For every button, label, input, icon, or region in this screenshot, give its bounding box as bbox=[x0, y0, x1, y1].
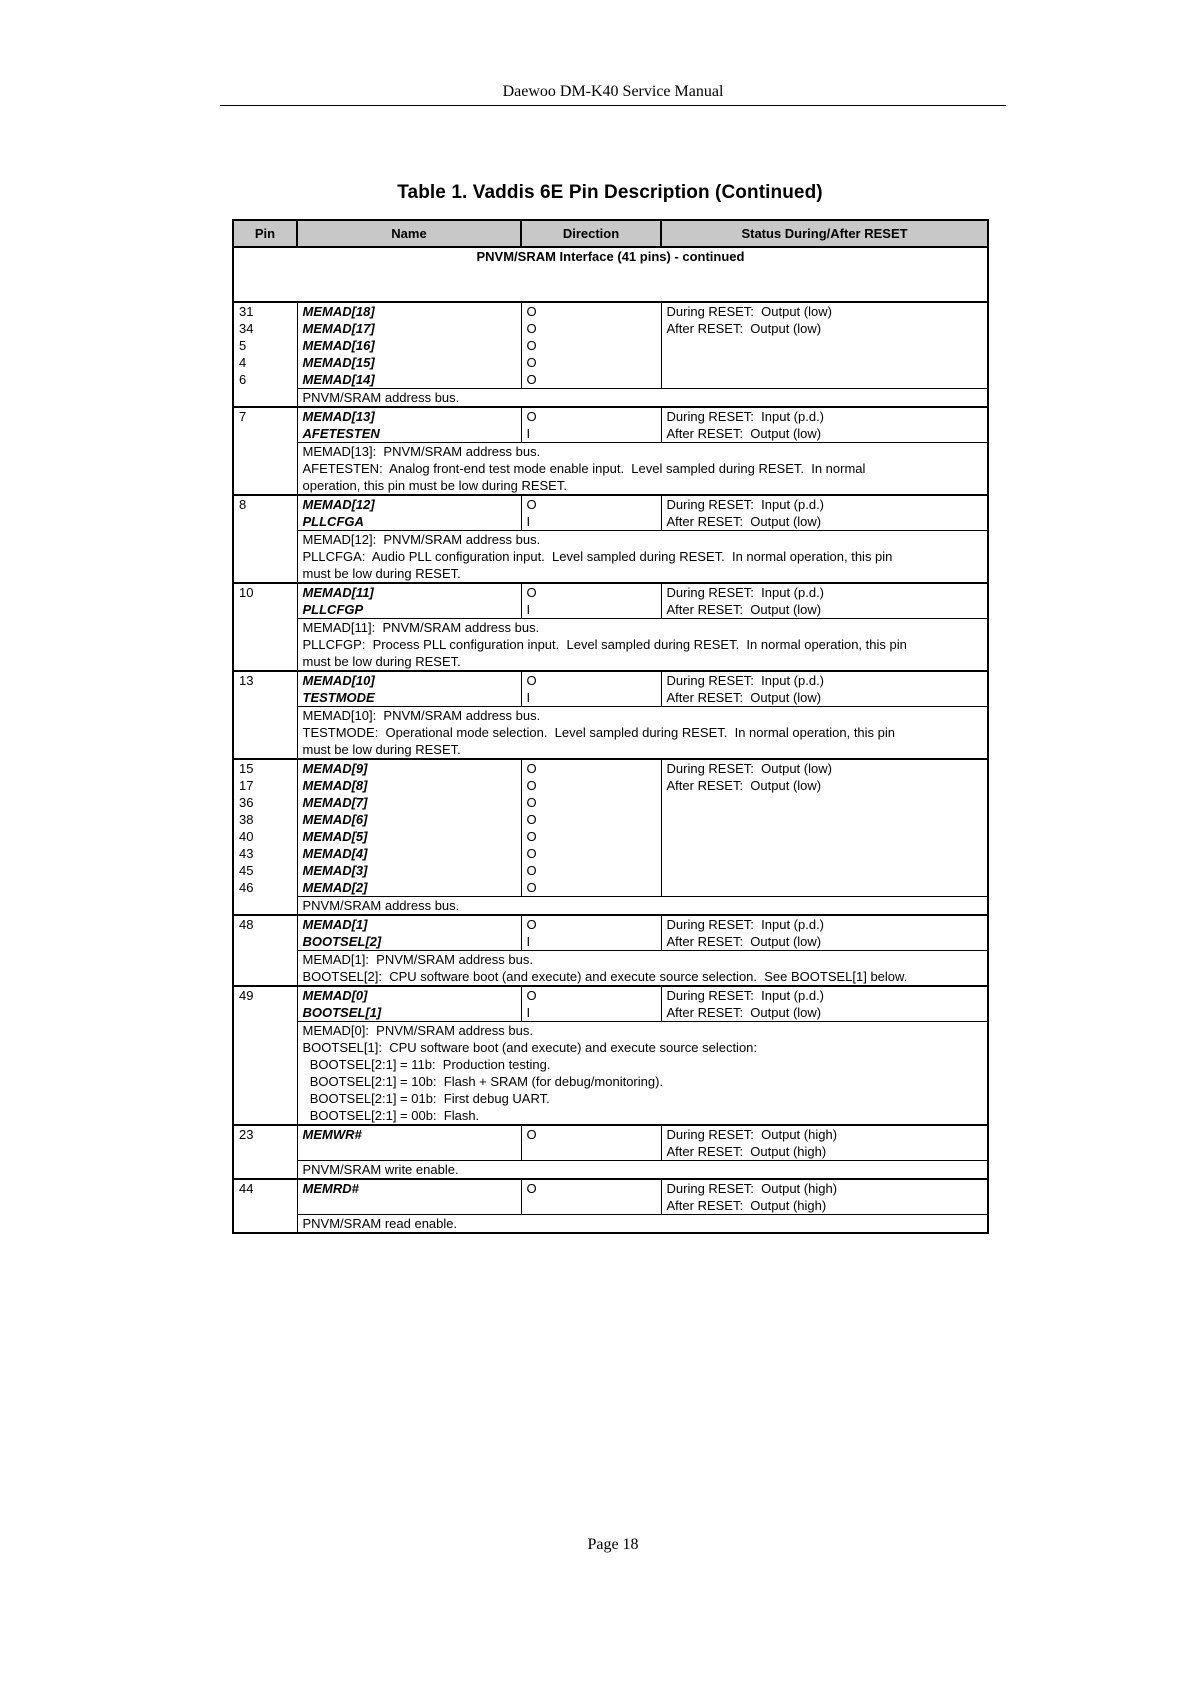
direction-cell bbox=[521, 1179, 661, 1215]
pin-cell-line: 5 bbox=[239, 338, 247, 353]
pin-cell-line: 46 bbox=[239, 880, 254, 895]
pin-cell bbox=[233, 671, 297, 759]
status-cell-line: During RESET: Input (p.d.) bbox=[666, 497, 825, 512]
direction-cell-line: O bbox=[526, 497, 537, 512]
pin-cell-line: 31 bbox=[239, 304, 254, 319]
pin-cell-line: 17 bbox=[239, 778, 254, 793]
description-row bbox=[233, 1022, 988, 1126]
status-cell bbox=[661, 759, 988, 897]
pin-cell-line: 15 bbox=[239, 761, 254, 776]
direction-cell-line: O bbox=[526, 880, 537, 895]
column-header-pin: Pin bbox=[233, 220, 297, 247]
direction-cell-line: O bbox=[526, 1181, 537, 1196]
name-cell-line: MEMAD[17] bbox=[302, 321, 375, 336]
direction-cell-line: O bbox=[526, 409, 537, 424]
direction-cell-line: I bbox=[526, 1005, 531, 1020]
name-cell-line: PLLCFGP bbox=[302, 602, 364, 617]
name-cell bbox=[297, 1179, 521, 1215]
direction-cell bbox=[521, 671, 661, 707]
status-cell bbox=[661, 986, 988, 1022]
description-cell bbox=[297, 1215, 988, 1234]
status-cell-line: After RESET: Output (low) bbox=[666, 1005, 822, 1020]
description-cell-line: operation, this pin must be low during RESET. bbox=[302, 478, 567, 493]
name-cell-line: TESTMODE bbox=[302, 690, 375, 705]
group-title: PNVM/SRAM Interface (41 pins) - continued bbox=[233, 247, 988, 302]
table-row bbox=[233, 671, 988, 707]
status-cell-line: During RESET: Input (p.d.) bbox=[666, 585, 825, 600]
name-cell-line: MEMAD[4] bbox=[302, 846, 368, 861]
name-cell-line: MEMAD[2] bbox=[302, 880, 368, 895]
description-cell bbox=[297, 707, 988, 760]
status-cell bbox=[661, 1125, 988, 1161]
direction-cell-line: O bbox=[526, 846, 537, 861]
status-cell-line: During RESET: Output (low) bbox=[666, 761, 832, 776]
description-cell-line: PNVM/SRAM address bus. bbox=[302, 898, 460, 913]
pin-cell-line: 48 bbox=[239, 917, 254, 932]
pin-cell-line: 4 bbox=[239, 355, 247, 370]
status-cell bbox=[661, 302, 988, 389]
status-cell-line: During RESET: Input (p.d.) bbox=[666, 409, 825, 424]
description-cell-line: BOOTSEL[2:1] = 10b: Flash + SRAM (for debug/monitoring). bbox=[302, 1074, 664, 1089]
name-cell bbox=[297, 759, 521, 897]
description-cell-line: PLLCFGA: Audio PLL configuration input. Level sampled during RESET. In normal operation, this pin bbox=[302, 549, 893, 564]
status-cell bbox=[661, 495, 988, 531]
page-header: Daewoo DM-K40 Service Manual bbox=[502, 83, 724, 100]
name-cell bbox=[297, 1125, 521, 1161]
column-header-name: Name bbox=[297, 220, 521, 247]
name-cell-line: MEMAD[5] bbox=[302, 829, 368, 844]
description-cell-line: TESTMODE: Operational mode selection. Level sampled during RESET. In normal operation, this pin bbox=[302, 725, 896, 740]
pin-cell bbox=[233, 759, 297, 915]
status-cell-line: During RESET: Input (p.d.) bbox=[666, 988, 825, 1003]
direction-cell bbox=[521, 583, 661, 619]
name-cell-line: MEMAD[14] bbox=[302, 372, 375, 387]
pin-cell bbox=[233, 583, 297, 671]
description-row bbox=[233, 707, 988, 760]
direction-cell-line: I bbox=[526, 934, 531, 949]
description-cell-line: BOOTSEL[1]: CPU software boot (and execute) and execute source selection: bbox=[302, 1040, 758, 1055]
status-cell-line: During RESET: Output (high) bbox=[666, 1127, 838, 1142]
description-row bbox=[233, 951, 988, 987]
pin-cell-line: 8 bbox=[239, 497, 247, 512]
header-rule bbox=[220, 105, 1006, 106]
table-row bbox=[233, 1179, 988, 1215]
description-cell-line: PLLCFGP: Process PLL configuration input. Level sampled during RESET. In normal operation, this pin bbox=[302, 637, 907, 652]
pin-cell-line: 43 bbox=[239, 846, 254, 861]
description-row bbox=[233, 897, 988, 916]
table-row bbox=[233, 583, 988, 619]
name-cell-line: MEMWR# bbox=[302, 1127, 362, 1142]
description-cell bbox=[297, 1161, 988, 1180]
table-row bbox=[233, 302, 988, 389]
name-cell-line: MEMAD[1] bbox=[302, 917, 368, 932]
name-cell-line: MEMAD[3] bbox=[302, 863, 368, 878]
name-cell bbox=[297, 915, 521, 951]
table-row bbox=[233, 407, 988, 443]
description-cell-line: PNVM/SRAM address bus. bbox=[302, 390, 460, 405]
pin-cell bbox=[233, 495, 297, 583]
direction-cell-line: O bbox=[526, 988, 537, 1003]
pin-cell bbox=[233, 407, 297, 495]
status-cell-line: During RESET: Input (p.d.) bbox=[666, 917, 825, 932]
name-cell-line: MEMAD[0] bbox=[302, 988, 368, 1003]
status-cell-line: After RESET: Output (high) bbox=[666, 1144, 827, 1159]
name-cell-line: PLLCFGA bbox=[302, 514, 364, 529]
direction-cell-line: O bbox=[526, 338, 537, 353]
direction-cell-line: O bbox=[526, 321, 537, 336]
name-cell-line: MEMAD[8] bbox=[302, 778, 368, 793]
description-cell bbox=[297, 443, 988, 496]
name-cell-line: MEMAD[9] bbox=[302, 761, 368, 776]
direction-cell bbox=[521, 1125, 661, 1161]
table-row bbox=[233, 915, 988, 951]
direction-cell-line: O bbox=[526, 673, 537, 688]
status-cell-line: After RESET: Output (low) bbox=[666, 426, 822, 441]
description-cell bbox=[297, 389, 988, 408]
description-cell-line: MEMAD[0]: PNVM/SRAM address bus. bbox=[302, 1023, 533, 1038]
status-cell-line: After RESET: Output (low) bbox=[666, 602, 822, 617]
description-cell-line: MEMAD[11]: PNVM/SRAM address bus. bbox=[302, 620, 540, 635]
name-cell-line: MEMAD[10] bbox=[302, 673, 375, 688]
description-cell bbox=[297, 1022, 988, 1126]
pin-cell bbox=[233, 1125, 297, 1179]
column-header-direction: Direction bbox=[521, 220, 661, 247]
table-row bbox=[233, 495, 988, 531]
status-cell bbox=[661, 1179, 988, 1215]
name-cell-line: MEMAD[12] bbox=[302, 497, 375, 512]
table-row bbox=[233, 986, 988, 1022]
name-cell-line: MEMAD[16] bbox=[302, 338, 375, 353]
direction-cell-line: I bbox=[526, 426, 531, 441]
status-cell-line: During RESET: Input (p.d.) bbox=[666, 673, 825, 688]
name-cell-line: MEMAD[18] bbox=[302, 304, 375, 319]
direction-cell bbox=[521, 759, 661, 897]
description-row bbox=[233, 389, 988, 408]
pin-cell-line: 44 bbox=[239, 1181, 254, 1196]
status-cell bbox=[661, 583, 988, 619]
name-cell-line: MEMAD[11] bbox=[302, 585, 374, 600]
table-row bbox=[233, 759, 988, 897]
direction-cell-line: O bbox=[526, 829, 537, 844]
pin-cell bbox=[233, 302, 297, 407]
pin-cell bbox=[233, 915, 297, 986]
direction-cell-line: O bbox=[526, 778, 537, 793]
direction-cell-line: O bbox=[526, 863, 537, 878]
table-title: Table 1. Vaddis 6E Pin Description (Continued) bbox=[397, 182, 823, 203]
pin-cell-line: 36 bbox=[239, 795, 254, 810]
name-cell-line: MEMAD[15] bbox=[302, 355, 375, 370]
direction-cell-line: I bbox=[526, 514, 531, 529]
description-row bbox=[233, 531, 988, 584]
name-cell bbox=[297, 407, 521, 443]
direction-cell bbox=[521, 302, 661, 389]
direction-cell-line: O bbox=[526, 304, 537, 319]
name-cell bbox=[297, 302, 521, 389]
name-cell-line: MEMRD# bbox=[302, 1181, 359, 1196]
description-cell-line: MEMAD[10]: PNVM/SRAM address bus. bbox=[302, 708, 541, 723]
description-cell-line: BOOTSEL[2:1] = 11b: Production testing. bbox=[302, 1057, 551, 1072]
description-cell-line: BOOTSEL[2:1] = 01b: First debug UART. bbox=[302, 1091, 550, 1106]
name-cell bbox=[297, 583, 521, 619]
description-cell-line: BOOTSEL[2:1] = 00b: Flash. bbox=[302, 1108, 480, 1123]
direction-cell-line: O bbox=[526, 355, 537, 370]
direction-cell bbox=[521, 495, 661, 531]
direction-cell bbox=[521, 407, 661, 443]
direction-cell-line: I bbox=[526, 690, 531, 705]
pin-cell-line: 34 bbox=[239, 321, 254, 336]
name-cell-line: AFETESTEN bbox=[302, 426, 380, 441]
pin-cell-line: 13 bbox=[239, 673, 254, 688]
description-cell bbox=[297, 531, 988, 584]
direction-cell-line: O bbox=[526, 761, 537, 776]
description-cell-line: must be low during RESET. bbox=[302, 654, 461, 669]
description-row bbox=[233, 443, 988, 496]
description-row bbox=[233, 619, 988, 672]
direction-cell bbox=[521, 915, 661, 951]
status-cell-line: After RESET: Output (low) bbox=[666, 690, 822, 705]
description-cell-line: AFETESTEN: Analog front-end test mode enable input. Level sampled during RESET. In normal bbox=[302, 461, 866, 476]
status-cell-line: After RESET: Output (high) bbox=[666, 1198, 827, 1213]
name-cell bbox=[297, 671, 521, 707]
description-cell-line: must be low during RESET. bbox=[302, 566, 461, 581]
description-row bbox=[233, 1161, 988, 1180]
pin-cell-line: 45 bbox=[239, 863, 254, 878]
pin-cell bbox=[233, 986, 297, 1125]
status-cell bbox=[661, 671, 988, 707]
description-cell-line: PNVM/SRAM write enable. bbox=[302, 1162, 459, 1177]
table-row bbox=[233, 1125, 988, 1161]
status-cell-line: After RESET: Output (low) bbox=[666, 321, 822, 336]
pin-cell-line: 23 bbox=[239, 1127, 254, 1142]
description-cell bbox=[297, 897, 988, 916]
column-header-status: Status During/After RESET bbox=[661, 220, 988, 247]
description-cell-line: BOOTSEL[2]: CPU software boot (and execute) and execute source selection. See BOOTSEL[1] below. bbox=[302, 969, 908, 984]
description-row bbox=[233, 1215, 988, 1234]
direction-cell bbox=[521, 986, 661, 1022]
name-cell-line: BOOTSEL[2] bbox=[302, 934, 382, 949]
status-cell-line: After RESET: Output (low) bbox=[666, 514, 822, 529]
direction-cell-line: O bbox=[526, 585, 537, 600]
description-cell-line: MEMAD[13]: PNVM/SRAM address bus. bbox=[302, 444, 541, 459]
name-cell-line: MEMAD[6] bbox=[302, 812, 368, 827]
status-cell bbox=[661, 915, 988, 951]
pin-cell bbox=[233, 1179, 297, 1233]
direction-cell-line: O bbox=[526, 1127, 537, 1142]
name-cell-line: MEMAD[7] bbox=[302, 795, 368, 810]
description-cell bbox=[297, 619, 988, 672]
description-cell bbox=[297, 951, 988, 987]
pin-cell-line: 6 bbox=[239, 372, 247, 387]
pin-description-table bbox=[232, 219, 989, 1234]
status-cell-line: During RESET: Output (low) bbox=[666, 304, 832, 319]
status-cell-line: During RESET: Output (high) bbox=[666, 1181, 838, 1196]
name-cell-line: MEMAD[13] bbox=[302, 409, 375, 424]
pin-cell-line: 40 bbox=[239, 829, 254, 844]
direction-cell-line: O bbox=[526, 812, 537, 827]
description-cell-line: MEMAD[1]: PNVM/SRAM address bus. bbox=[302, 952, 533, 967]
pin-cell-line: 10 bbox=[239, 585, 254, 600]
description-cell-line: PNVM/SRAM read enable. bbox=[302, 1216, 458, 1231]
status-cell-line: After RESET: Output (low) bbox=[666, 934, 822, 949]
page-number: Page 18 bbox=[587, 1536, 639, 1553]
pin-cell-line: 38 bbox=[239, 812, 254, 827]
description-cell-line: MEMAD[12]: PNVM/SRAM address bus. bbox=[302, 532, 541, 547]
direction-cell-line: I bbox=[526, 602, 531, 617]
status-cell-line: After RESET: Output (low) bbox=[666, 778, 822, 793]
direction-cell-line: O bbox=[526, 795, 537, 810]
pin-cell-line: 49 bbox=[239, 988, 254, 1003]
name-cell-line: BOOTSEL[1] bbox=[302, 1005, 382, 1020]
name-cell bbox=[297, 495, 521, 531]
description-cell-line: must be low during RESET. bbox=[302, 742, 461, 757]
direction-cell-line: O bbox=[526, 917, 537, 932]
status-cell bbox=[661, 407, 988, 443]
name-cell bbox=[297, 986, 521, 1022]
pin-cell-line: 7 bbox=[239, 409, 247, 424]
direction-cell-line: O bbox=[526, 372, 537, 387]
